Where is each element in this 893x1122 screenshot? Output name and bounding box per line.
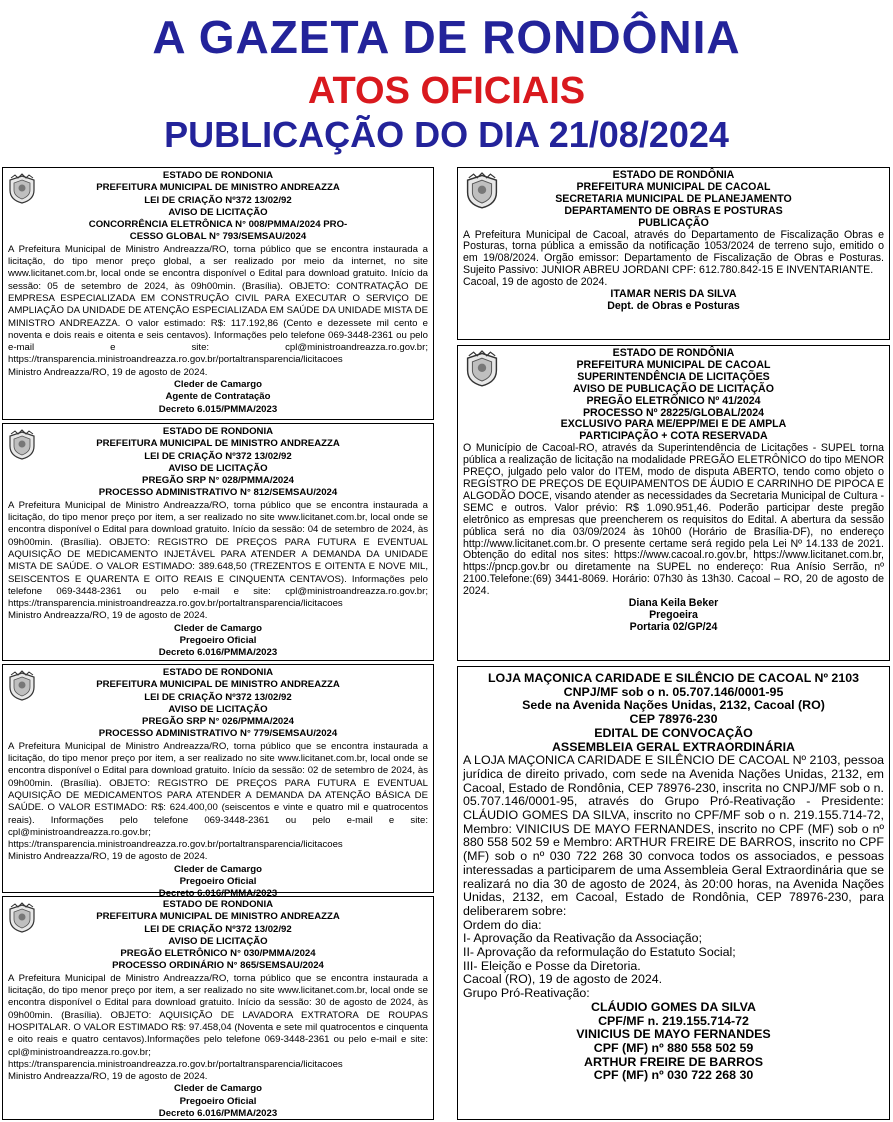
notice-body: A LOJA MAÇONICA CARIDADE E SILÊNCIO DE CACOAL Nº 2103, pessoa jurídica de direito privado, com sede na Avenida Nações Unidas, 2132, em Cacoal, Estado de Rondônia, CEP 78976-230, inscrita no CNPJ/MF sob o n. 05.707.146/0001-95, através do Grupo Pró-Reativação - Presidente: CLÁUDIO GOMES DA SILVA, inscrito no CPF/MF sob o n. 219.155.714-72, Membro: VINICIUS DE MAYO FERNANDES, inscrito no CPF (MF) sob o nº 880 558 502 59 e Membro: ARTHUR FREIRE DE BARROS, inscrito no CPF (MF) sob o nº 030 722 268 30 convoca todos os associados, e pessoas interessadas a participarem de uma Assembleia Geral Extraordinária que se realizará no dia 30 de agosto de 2024, às 20:00 horas, na Avenida Nações Unidas, 2132, em Cacoal, Estado de Rondônia, CEP 78976-230, para deliberarem sobre: xyxy=(463,753,884,918)
notice-body: A Prefeitura Municipal de Ministro Andreazza/RO, torna público que se encontra instaurada a licitação, do tipo menor preço por item, a ser realizado no site www.licitanet.com.br, local onde se encontra disponível o Edital para download gratuito. Início da sessão: 30 de agosto de 2024, às 09h00min. (Brasília). OBJETO: AQUISIÇÃO DE LAVADORA EXTRATORA DE ROUPAS HOSPITALAR. O VALOR ESTIMADO R$: 97.458,04 (Noventa e sete mil quatrocentos e cinquenta e oito reais e quatro centavos).Informações pelo telefone 069-3448-2361 ou pelo e-mail e site: cpl@ministroandreazza.ro.gov.br; https://transparencia.ministroandreazza.ro.gov.br/portaltransparencia/licitacoes xyxy=(8,972,428,1070)
notice-heading: ESTADO DE RONDONIA PREFEITURA MUNICIPAL DE MINISTRO ANDREAZZA LEI DE CRIAÇÃO Nº372 13/02/92 AVISO DE LICITAÇÃO PREGÃO SRP N° 028/PMMA/2024 PROCESSO ADMINISTRATIVO N° 812/SEMSAU/2024 xyxy=(96,426,340,499)
section-title: ATOS OFICIAIS xyxy=(307,70,586,112)
notice-heading: ESTADO DE RONDÔNIA PREFEITURA MUNICIPAL DE CACOAL SECRETARIA MUNICIPAL DE PLANEJAMENTO DEPARTAMENTO DE OBRAS E POSTURAS PUBLICAÇÃO xyxy=(555,169,792,229)
notice-signature: CLÁUDIO GOMES DA SILVA CPF/MF n. 219.155.714-72 VINICIUS DE MAYO FERNANDES CPF (MF) nº 880 558 502 59 ARTHUR FREIRE DE BARROS CPF (MF) nº 030 722 268 30 xyxy=(576,999,771,1083)
notice-date: Ministro Andreazza/RO, 19 de agosto de 2024. xyxy=(8,366,208,378)
notice-cacoal-pregao-41 xyxy=(457,345,890,661)
notice-andreazza-concorrencia-008 xyxy=(2,167,434,420)
notice-signature: ITAMAR NERIS DA SILVA Dept. de Obras e Posturas xyxy=(607,288,740,312)
notice-loja-maconica-edital xyxy=(457,666,890,1120)
publication-date-title: PUBLICAÇÃO DO DIA 21/08/2024 xyxy=(164,114,729,155)
notice-body: O Município de Cacoal-RO, através da Superintendência de Licitações - SUPEL torna pública a realização de licitação na modalidade PREGÃO ELETRÔNICO do tipo MENOR PREÇO, julgado pelo valor do ITEM, modo de disputa ABERTO, tendo como objeto o REGISTRO DE PREÇOS DE EQUIPAMENTOS DE ÁUDIO E CARRINHO DE PIPOCA E ALGODÃO DOCE, visando atender as necessidades da Secretaria Municipal de Cultura - SEMC e outros. Valor prévio: R$ 1.090.951,46. Poderão participar deste pregão eletrônico as empresas que preencherem os requisitos do Edital. A abertura da sessão pública será no dia 03/09/2024 às 10h00 (Horário de Brasília-DF), no endereço http://www.licitanet.com.br. O presente certame será regido pela Lei Nº 14.133 de 2021. Obtenção do edital nos sites: https://www.cacoal.ro.gov.br, https://www.licitanet.com.br, https://pncp.gov.br ou diretamente na SUPEL no endereço: Rua Anísio Serrão, nº 2100.Telefone:(69) 3441-8069. Horário: 07h30 às 13h30. Cacoal – RO, 20 de agosto de 2024. xyxy=(463,442,885,598)
notice-date: Cacoal, 19 de agosto de 2024. xyxy=(463,276,608,289)
municipal-crest-icon xyxy=(8,903,36,933)
notice-andreazza-pregao-028 xyxy=(2,423,434,661)
notice-andreazza-pregao-030 xyxy=(2,896,434,1120)
notice-body: A Prefeitura Municipal de Ministro Andreazza/RO, torna público que se encontra instaurada a licitação, do tipo menor preço por item, a ser realizado no site www.licitanet.com.br, local onde se encontra disponível o Edital para download gratuito. Início da sessão: 04 de setembro de 2024, às 09h00min. (Brasília). OBJETO: REGISTRO DE PREÇOS PARA FUTURA E EVENTUAL AQUISIÇÃO DE MEDICAMENTO INJETÁVEL PARA ATENDER A DEMANDA DA UNIDADE MISTA DE SAÚDE. O VALOR ESTIMADO: 389.648,50 (TREZENTOS E OITENTA E NOVE MIL, SEISCENTOS E QUARENTA E OITO REAIS E CINQUENTA CENTAVOS). Informações pelo telefone 069-3448-2361 ou pelo e-mail e site: cpl@ministroandreazza.ro.gov.br; https://transparencia.ministroandreazza.ro.gov.br/portaltransparencia/licitacoes xyxy=(8,499,428,610)
newspaper-title: A GAZETA DE RONDÔNIA xyxy=(152,11,741,63)
notice-body: A Prefeitura Municipal de Ministro Andreazza/RO, torna público que se encontra instaurada a licitação, do tipo menor preço por item, a ser realizado no site www.licitanet.com.br, local onde se encontra disponível o Edital para download gratuito. Início da sessão: 02 de setembro de 2024, às 09h00min. (Brasília). OBJETO: REGISTRO DE PREÇOS PARA FUTURA E EVENTUAL AQUISIÇÃO DE MEDICAMENTOS PARA ATENDER A DEMANDA DA ATENÇÃO BÁSICA DE SAÚDE. O VALOR ESTIMADO: R$: 624.400,00 (seiscentos e vinte e quatro mil e quatrocentos reais). Informações pelo telefone 069-3448-2361 ou pelo e-mail e site: cpl@ministroandreazza.ro.gov.br; https://transparencia.ministroandreazza.ro.gov.br/portaltransparencia/licitacoes xyxy=(8,740,428,851)
notice-signature: Cleder de Camargo Pregoeiro Oficial Decreto 6.016/PMMA/2023 xyxy=(158,1083,278,1120)
notice-date: Ministro Andreazza/RO, 19 de agosto de 2024. xyxy=(8,851,208,863)
municipal-crest-icon xyxy=(8,671,36,701)
notice-heading: ESTADO DE RONDONIA PREFEITURA MUNICIPAL DE MINISTRO ANDREAZZA LEI DE CRIAÇÃO Nº372 13/02/92 AVISO DE LICITAÇÃO PREGÃO ELETRÔNICO N° 030/PMMA/2024 PROCESSO ORDINÁRIO N° 865/SEMSAU/2024 xyxy=(96,899,340,972)
notice-date: Ministro Andreazza/RO, 19 de agosto de 2024. xyxy=(8,1071,208,1083)
notice-signature: Cleder de Camargo Pregoeiro Oficial Decreto 6.016/PMMA/2023 xyxy=(158,622,278,659)
notice-andreazza-pregao-026 xyxy=(2,664,434,900)
notice-signature: Cleder de Camargo Pregoeiro Oficial Decreto 6.016/PMMA/2023 xyxy=(158,863,278,900)
notice-body: A Prefeitura Municipal de Ministro Andreazza/RO, torna público que se encontra instaurada a licitação, do tipo menor preço global, a ser realizado por meio da internet, no site www.licitanet.com.br, local onde se encontra disponível o Edital para download gratuito. Início da sessão: 05 de setembro de 2024, às 09h00min. (Brasília). OBJETO: CONTRATAÇÃO DE EMPRESA ESPECIALIZADA EM CONSTRUÇÃO CIVIL PARA EXECUTAR O SERVIÇO DE AMPLIAÇÃO DA UNIDADE DE ATENÇÃO ESPECIALIZADA EM SAÚDE DA UNIDADE MISTA DE MINISTRO ANDREAZZA. O valor estimado: R$: 117.192,86 (Cento e dezessete mil cento e noventa e dois reais e oitenta e seis centavos). Informações pelo telefone 069-3448-2361 ou pelo e-mail e site: cpl@ministroandreazza.ro.gov.br; https://transparencia.ministroandreazza.ro.gov.br/portaltransparencia/licitacoes xyxy=(8,243,428,366)
notice-cacoal-obras-posturas xyxy=(457,167,890,340)
notice-date: Ministro Andreazza/RO, 19 de agosto de 2024. xyxy=(8,610,208,622)
municipal-crest-icon xyxy=(465,351,499,387)
municipal-crest-icon xyxy=(465,173,499,209)
notice-heading: LOJA MAÇONICA CARIDADE E SILÊNCIO DE CACOAL Nº 2103 CNPJ/MF sob o n. 05.707.146/0001-95 Sede na Avenida Nações Unidas, 2132, Cacoal (RO) CEP 78976-230 EDITAL DE CONVOCAÇÃO ASSEMBLEIA GERAL EXTRAORDINÁRIA xyxy=(487,671,859,754)
notice-heading: ESTADO DE RONDÔNIA PREFEITURA MUNICIPAL DE CACOAL SUPERINTENDÊNCIA DE LICITAÇÕES AVISO DE PUBLICAÇÃO DE LICITAÇÃO PREGÃO ELETRÔNICO Nº 41/2024 PROCESSO Nº 28225/GLOBAL/2024 EXCLUSIVO PARA ME/EPP/MEI E DE AMPLA PARTICIPAÇÃO + COTA RESERVADA xyxy=(560,347,787,443)
municipal-crest-icon xyxy=(8,430,36,460)
municipal-crest-icon xyxy=(8,174,36,204)
agenda-list: Ordem do dia: I- Aprovação da Reativação da Associação; II- Aprovação da reformulação do Estatuto Social; III- Eleição e Posse da Diretoria. Cacoal (RO), 19 de agosto de 2024. Grupo Pró-Reativação: xyxy=(463,917,736,1001)
notice-signature: Diana Keila Beker Pregoeira Portaria 02/GP/24 xyxy=(628,597,719,633)
notice-body: A Prefeitura Municipal de Cacoal, através do Departamento de Fiscalização Obras e Posturas, torna pública a emissão da notificação 1053/2024 de terreno sujo, emitido o em 19/08/2024. Orgão emissor: Departamento de Fiscalização de Obras e Posturas. Sujeito Passivo: JUNIOR ABREU JORDANI CPF: 612.780.842-15 E INVENTARIANTE. xyxy=(463,228,884,277)
notice-signature: Cleder de Camargo Agente de Contratação Decreto 6.015/PMMA/2023 xyxy=(158,379,278,415)
notice-heading: ESTADO DE RONDONIA PREFEITURA MUNICIPAL DE MINISTRO ANDREAZZA LEI DE CRIAÇÃO Nº372 13/02/92 AVISO DE LICITAÇÃO CONCORRÊNCIA ELETRÔNICA N° 008/PMMA/2024 PRO- CESSO GLOBAL N° 793/SEMSAU/2024 xyxy=(88,170,348,243)
notice-heading: ESTADO DE RONDONIA PREFEITURA MUNICIPAL DE MINISTRO ANDREAZZA LEI DE CRIAÇÃO Nº372 13/02/92 AVISO DE LICITAÇÃO PREGÃO SRP N° 026/PMMA/2024 PROCESSO ADMINISTRATIVO N° 779/SEMSAU/2024 xyxy=(96,667,340,740)
